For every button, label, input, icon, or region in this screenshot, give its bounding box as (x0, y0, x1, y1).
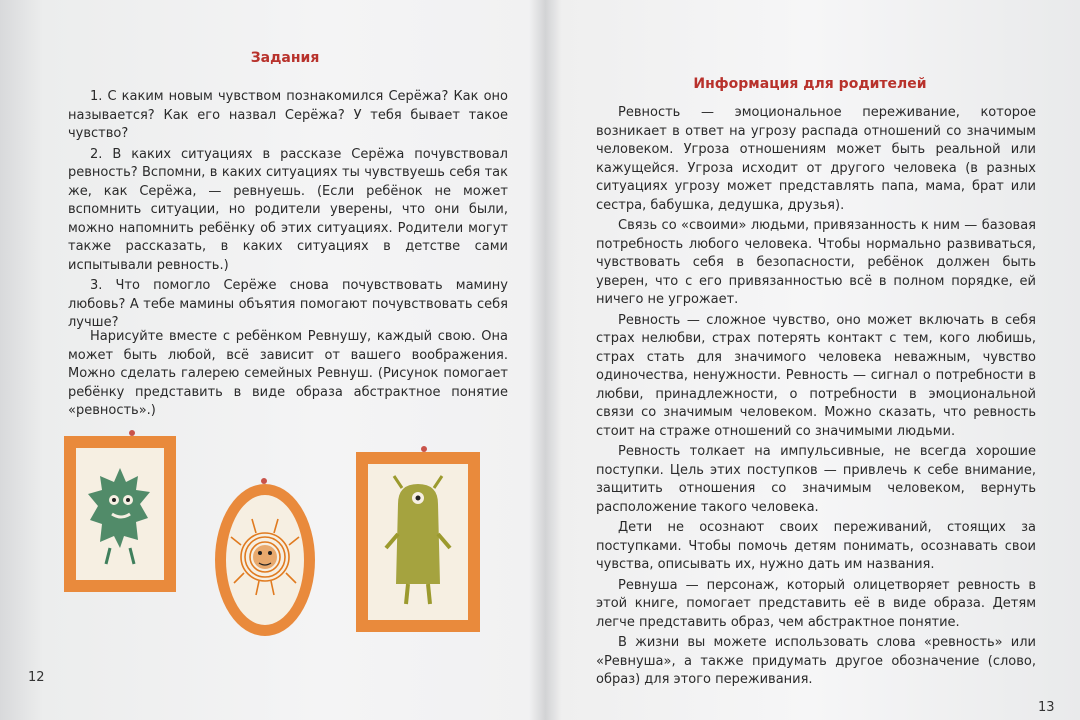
paragraph-7: В жизни вы можете использовать слова «ревность» или «Ревнуша», а также придумать другое обозначение (слово, образ) для этого переживания. (596, 635, 1036, 687)
left-page (28, 0, 530, 720)
paragraph-2: Связь со «своими» людьми, привязанность к ним — базовая потребность любого человека. Чтобы нормально развиваться, чувствовать себя в безопасности, ребёнок должен быть уверен, что с его привязанностью всё в полном порядке, ей ничего не угрожает. (596, 218, 1036, 307)
page-number-right: 13 (1038, 700, 1055, 715)
drawing-task (68, 328, 508, 421)
tasks-questions (68, 88, 508, 333)
square-frame-green-monster (64, 436, 176, 592)
question-3: 3. Что помогло Серёже снова почувствовать мамину любовь? А тебе мамины объятия помогают почувствовать себя лучше? (68, 278, 508, 330)
paragraph-5: Дети не осознают своих переживаний, стоящих за поступками. Чтобы помочь детям понимать, осознавать свои чувства, описывать их, нужно дать им названия. (596, 520, 1036, 572)
tasks-heading: Задания (250, 50, 320, 66)
question-2: 2. В каких ситуациях в рассказе Серёжа почувствовал ревность? Вспомни, в каких ситуациях ты чувствуешь себя так же, как Серёжа, — ревнуешь. (Если ребёнок не может вспомнить ситуации, но родители уверены, что они были, можно напомнить ребёнку об этих ситуациях. Родители могут также рассказать, в каких ситуациях в детстве сами испытывали ревность.) (68, 146, 508, 273)
orange-monster-drawing (226, 495, 304, 625)
paragraph-4: Ревность толкает на импульсивные, не всегда хорошие поступки. Цель этих поступков — привлечь к себе внимание, защитить отношения со значимым человеком, вернуть расположение такого человека. (596, 444, 1036, 515)
square-frame-olive-monster (356, 452, 480, 632)
question-1: 1. С каким новым чувством познакомился Серёжа? Как оно называется? Как его назвал Серёжа? У тебя бывает такое чувство? (68, 89, 508, 141)
paragraph-3: Ревность — сложное чувство, оно может включать в себя страх нелюбви, страх потерять контакт с тем, кого любишь, страх стать для значимого человека неважным, чувство одиночества, ненужности. Ревность — сигнал о потребности в любви, принадлежности, о потребности в эмоциональной связи со значимым человеком. Можно сказать, что ревность стоит на страже отношений со значимыми людьми. (596, 312, 1036, 439)
oval-frame-orange-monster (215, 484, 315, 636)
parents-info-text (596, 104, 1036, 690)
page-number-left: 12 (28, 670, 45, 685)
paragraph-6: Ревнуша — персонаж, который олицетворяет ревность в этой книге, помогает представить её в виде образа. Детям легче представить образ, чем абстрактное понятие. (596, 577, 1036, 630)
olive-monster-drawing (368, 464, 468, 620)
paragraph-1: Ревность — эмоциональное переживание, которое возникает в ответ на угрозу распада отношений со значимым человеком. Угроза отношениям может быть реальной или кажущейся. Угроза исходит от другого человека (в разных ситуациях угрозу может представлять папа, мама, брат или сестра, бабушка, дедушка, друзья). (596, 105, 1036, 213)
drawing-task-text: Нарисуйте вместе с ребёнком Ревнушу, каждый свою. Она может быть любой, всё зависит от вашего воображения. Можно сделать галерею семейных Ревнуш. (Рисунок помогает ребёнку представить в виде образа абстрактное понятие «ревность».) (68, 329, 508, 418)
right-page (560, 0, 1080, 720)
parents-info-heading: Информация для родителей (693, 76, 927, 92)
green-monster-drawing (76, 448, 164, 580)
